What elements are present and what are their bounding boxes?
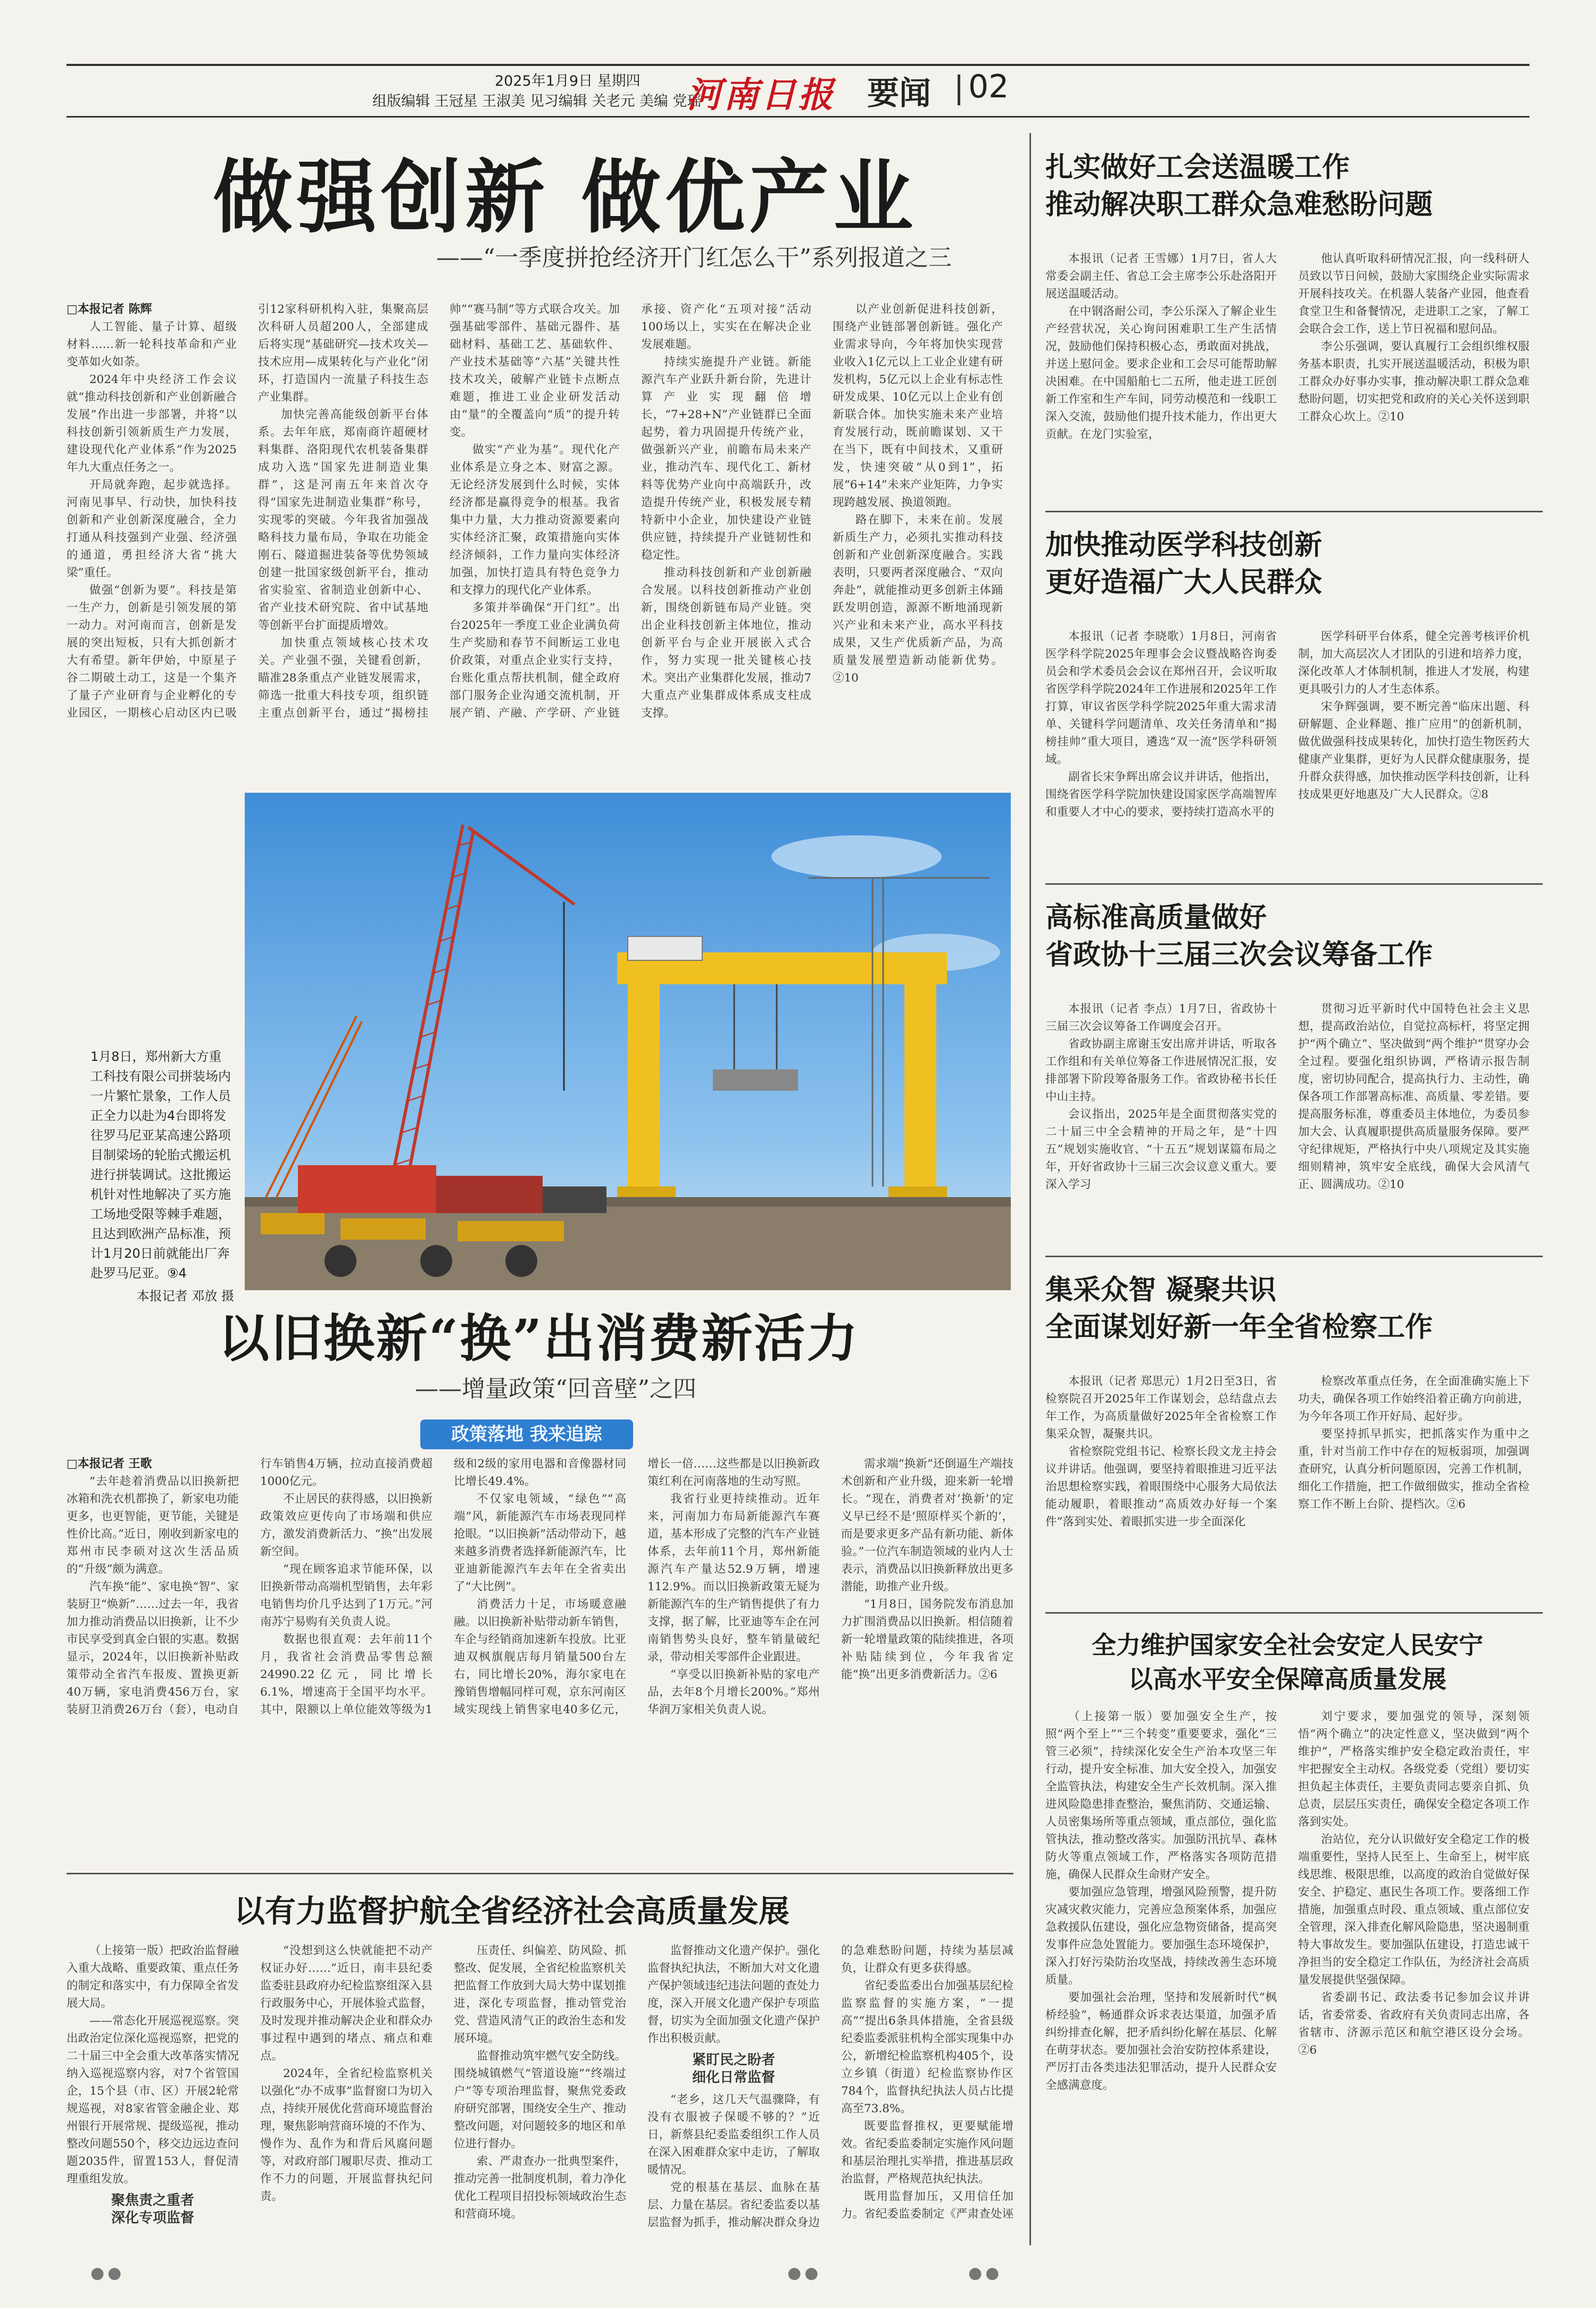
bottom-paragraph: “老乡，这几天气温骤降，有没有衣服被子保暖不够的？”近日，新蔡县纪委监委组织工作人员在深入困难群众家中走访，了解取暖情况。 xyxy=(647,2093,820,2177)
lead-title: 做强创新 做优产业 xyxy=(213,151,918,244)
right3-paragraph: 会议指出，2025年是全面贯彻落实党的二十届三中全会精神的开局之年，是“十四五”规划实施收官、“十五五”规划谋篇布局之年，开好省政协十三届三次会议意义重大。要深入学习 xyxy=(1045,1108,1277,1191)
right2-title: 加快推动医学科技创新 更好造福广大人民群众 xyxy=(1045,529,1323,599)
lead-paragraph: 以产业创新促进科技创新，围绕产业链部署创新链。强化产业需求导向，今年将加快实现营业收入1亿元以上工业企业建有研发机构，5亿元以上企业有标志性研发成果、10亿元以上企业有创新联合体。加快实施未来产业培育发展行动，既前瞻谋划、又干在当下，既有中间技术，又重研发，快速突破“从0到1”，拓展“6+14”未来产业矩阵，力争实现跨越发展、换道领跑。 xyxy=(833,303,1003,509)
footer-dots-mid: ●● xyxy=(787,2264,822,2282)
tradein-paragraph: 汽车换“能”、家电换“智”、家装厨卫“焕新”……过去一年，我省加力推动消费品以旧换新，让不少市民享受到真金白银的实惠。数据显示，2024年，以旧换新补贴政策带动全省汽车报废、置换更新40万辆，家电消费456万台，家装厨卫消费26万台（套），电动自行车销售4万辆，拉动直接消费超1000亿元。 xyxy=(66,1457,433,1716)
tradein-title: 以旧换新“换”出消费新活力 xyxy=(218,1308,860,1368)
lead-body xyxy=(66,301,1003,779)
right4-paragraph: 本报讯（记者 郑思元）1月2日至3日，省检察院召开2025年工作谋划会，总结盘点去年工作，为高质量做好2025年全省检察工作集采众智，凝聚共识。 xyxy=(1045,1375,1277,1441)
right3-title: 高标准高质量做好 省政协十三届三次会议筹备工作 xyxy=(1045,902,1433,971)
lead-paragraph: 加快重点领域核心技术攻关。产业强不强，关键看创新，瞄准28条重点产业链发展需求，筛选一批重大科技专项，组织链主重点创新平台，通过“揭榜挂帅”“赛马制”等方式联合攻关。加强基础零部件、基础元器件、基础材料、基础工艺、基础软件、产业技术基础等“六基”关键共性技术攻关，破解产业链卡点断点难题，推进工业企业研发活动由“量”的全覆盖向“质”的提升转变。 xyxy=(258,303,620,720)
right5-body xyxy=(1045,1708,1530,2240)
bottom-paragraph: ——常态化开展巡视巡察。突出政治定位深化巡视巡察，把党的二十届三中全会重大改革落实情况纳入巡视巡察内容，对7个省管国企，15个县（市、区）开展2轮常规巡视，对8家省管金融企业、郑州银行开展常规、提级巡视，推动整改问题550个，移交边远边查问题2035件，留置153人，督促清理重组发放。 xyxy=(66,2014,239,2186)
right5-title: 全力维护国家安全社会安定人民安宁 以高水平安全保障高质量发展 xyxy=(1092,1631,1483,1693)
bottom-paragraph: 索、严肃查办一批典型案件，推动完善一批制度机制，着力净化优化工程项目招投标领域政治生态和营商环境。 xyxy=(454,2155,626,2221)
lead-paragraph: 2024年中央经济工作会议就“推动科技创新和产业创新融合发展”作出进一步部署，并将“以科技创新引领新质生产力发展，建设现代化产业体系”作为2025年九大重点任务之一。 xyxy=(66,373,237,474)
lead-paragraph: 做强“创新为要”。科技是第一生产力，创新是引领发展的第一动力。对河南而言，创新是发展的突出短板，只有大抓创新才大有希望。新年伊始，中原星子谷二期破土动工，这是一个集齐了量子产业研育与企业孵化的专业园区，一期核心启动区内已吸引12家科研机构入驻，集聚高层次科研人员超200人，全部建成后将实现“基础研究—技术攻关—技术应用—成果转化与产业化”闭环，打造国内一流量子科技生态产业集群。 xyxy=(66,303,428,720)
right1-title: 扎实做好工会送温暖工作 推动解决职工群众急难愁盼问题 xyxy=(1045,152,1433,221)
right4-title: 集采众智 凝聚共识 全面谋划好新一年全省检察工作 xyxy=(1045,1274,1433,1343)
right3-paragraph: 省政协副主席谢玉安出席并讲话，听取各工作组和有关单位筹备工作进展情况汇报，安排部署下阶段筹备服务工作。省政协秘书长任中山主持。 xyxy=(1045,1037,1277,1103)
right3-paragraph: 本报讯（记者 李点）1月7日，省政协十三届三次会议筹备工作调度会召开。 xyxy=(1045,1002,1277,1033)
right-column-rule xyxy=(1029,133,1031,2245)
right5-paragraph: 省委副书记、政法委书记参加会议并讲话，省委常委、省政府有关负责同志出席，各省辖市、济源示范区和航空港区设分会场。②6 xyxy=(1298,1991,1530,2057)
tradein-paragraph: 需求端“换新”还倒逼生产端技术创新和产业升级，迎来新一轮增长。“现在，消费者对‘换新’的定义早已经不是‘照原样买个新的’，而是要求更多产品有新功能、新体验。”一位汽车制造领域的业内人士表示，消费品以旧换新释放出更多潜能，助推产业升级。 xyxy=(841,1457,1013,1593)
tradein-paragraph: 不仅家电领域，“绿色”“高端”风，新能源汽车市场表现同样抢眼。“以旧换新”活动带动下，越来越多消费者选择新能源汽车，比亚迪新能源汽车去年在全省卖出了“大比例”。 xyxy=(454,1492,626,1593)
news-photo-crane xyxy=(245,793,1011,1290)
lead-paragraph: 人工智能、量子计算、超级材料……新一轮科技革命和产业变革如火如荼。 xyxy=(66,320,237,369)
section-divider xyxy=(958,74,960,105)
right2-paragraph: 本报讯（记者 李晓歌）1月8日，河南省医学科学院2025年理事会会议暨战略咨询委员会和学术委员会会议在郑州召开，会议听取省医学科学院2024年工作进展和2025年工作打算，审议省医学科学院2025年重大需求清单、关键科学问题清单、攻关任务清单和“揭榜挂帅”重大项目，遴选“双一流”医学科研领域。 xyxy=(1045,630,1277,766)
right-divider-2 xyxy=(1045,883,1543,885)
tradein-paragraph: “1月8日，国务院发布消息加力扩围消费品以旧换新。相信随着新一轮增量政策的陆续推进，各项补贴陆续到位，今年我省定能“换”出更多消费新活力。②6 xyxy=(841,1598,1013,1681)
right-divider-3 xyxy=(1045,1256,1543,1257)
right4-paragraph: 检察改革重点任务，在全面准确实施上下功夫，确保各项工作始终沿着正确方向前进，为今年各项工作开好局、起好步。 xyxy=(1298,1375,1530,1423)
right3-body xyxy=(1045,1000,1530,1250)
bottom-subhead-1: 聚焦责之重者 深化专项监督 xyxy=(111,2193,194,2226)
footer-dots-left: ●● xyxy=(90,2264,125,2282)
lead-paragraph: 持续实施提升产业链。新能源汽车产业跃升新台阶，先进计算产业实现翻倍增长，“7+28+N”产业链群已全面起势，着力巩固提升传统产业，做强新兴产业，前瞻布局未来产业，推动汽车、现代化工、新材料等优势产业向中高端跃升，改造提升传统产业，积极发展专精特新中小企业，加快建设产业链供应链，持续提升产业链韧性和稳定性。 xyxy=(641,355,811,562)
right3-paragraph: 贯彻习近平新时代中国特色社会主义思想，提高政治站位，自觉拉高标杆，将坚定拥护“两个确立”、坚决做到“两个维护”贯穿办会全过程。要强化组织协调，严格请示报告制度，密切协同配合，提高执行力、主动性，确保各项工作部署高标准、高质量、零差错。要提高服务标准，尊重委员主体地位，为委员参加大会、认真履职提供高质量服务保障。要严守纪律规矩，严格执行中央八项规定及其实施细则精神，筑牢安全底线，确保大会风清气正、圆满成功。②10 xyxy=(1298,1002,1530,1191)
bottom-paragraph: 2024年，全省纪检监察机关以强化“办不成事”监督窗口为切入点，持续开展优化营商环境监督治理，聚焦影响营商环境的不作为、慢作为、乱作为和背后风腐问题等，对政府部门履职尽责、推动工作不力的问题，开展监督执纪问责。 xyxy=(260,2067,433,2203)
right1-paragraph: 他认真听取科研情况汇报，向一线科研人员致以节日问候，鼓励大家围绕企业实际需求开展科技攻关。在机器人装备产业园，他查看食堂卫生和备餐情况，走进职工之家，了解工会联合会工作，送上节日祝福和慰问品。 xyxy=(1298,252,1530,336)
right5-paragraph: 要加强应急管理，增强风险预警，提升防灾减灾救灾能力，完善应急预案体系，加强应急救援队伍建设，强化应急物资储备，提高突发事件应急处置能力。要加强生态环境保护，深入打好污染防治攻坚战，持续改善生态环境质量。 xyxy=(1045,1886,1277,1987)
photo-credit: 本报记者 邓放 摄 xyxy=(136,1289,234,1304)
section-name: 要闻 xyxy=(867,75,931,112)
photo-caption xyxy=(90,1047,234,1304)
bottom-paragraph: 既用监督加压，又用信任加力。省纪委监委制定《严肃查处诬 xyxy=(841,2190,1013,2221)
tradein-paragraph: “去年趁着消费品以旧换新把冰箱和洗衣机都换了，新家电功能更多，也更智能，更节能，关键是性价比高。”近日，刚收到新家电的郑州市民李硕对这次生活品质的“升级”颇为满意。 xyxy=(66,1475,239,1576)
right1-paragraph: 在中钢洛耐公司，李公乐深入了解企业生产经营状况，关心询问困难职工生产生活情况，鼓励他们保持积极心态，勇敢面对挑战，并送上慰问金。要求企业和工会尽可能帮助解决困难。在中国船舶七二五所，他走进工匠创新工作室和生产车间，同劳动模范和一线职工深入交流，鼓励他们提升技术能力，作出更大贡献。在龙门实验室， xyxy=(1045,305,1277,441)
right1-body xyxy=(1045,250,1530,505)
tradein-paragraph: 数据也很直观：去年前11个月，我省社会消费品零售总额24990.22亿元，同比增长6.1%，增速高于全国平均水平。其中，限额以上单位能效等级为1级和2级的家用电器和音像器材同比增长49.4%。 xyxy=(260,1457,626,1716)
tradein-paragraph: “享受以旧换新补贴的家电产品，去年8个月增长200%。”郑州华润万家相关负责人说。 xyxy=(647,1668,820,1716)
lead-subtitle: ——“一季度拼抢经济开门红怎么干”系列报道之三 xyxy=(436,244,952,271)
bottom-body xyxy=(66,1942,1013,2240)
bottom-paragraph: 监督推动文化遗产保护。强化监督执纪执法，不断加大对文化遗产保护领域违纪违法问题的查处力度，深入开展文化遗产保护专项监督，切实为全面加强文化遗产保护作出积极贡献。 xyxy=(647,1944,820,2045)
bottom-paragraph: 监督推动筑牢燃气安全防线。围绕城镇燃气“管道设施”“终端过户”等专项治理监督，聚焦党委政府研究部署，围绕安全生产、推动整改问题，对问题较多的地区和单位进行督办。 xyxy=(454,2049,626,2151)
bottom-paragraph: 省纪委监委出台加强基层纪检监察监督的实施方案，“一提高”“提出6条具体措施，全省县级纪委监委派驻机构全部实现集中办公，新增纪检监察机构405个，设立乡镇（街道）纪检监察协作区784个，监督执纪执法人员占比提高至73.8%。 xyxy=(841,1979,1013,2115)
photo-caption-text: 1月8日，郑州新大方重工科技有限公司拼装场内一片繁忙景象，工作人员正全力以赴为4台即将发往罗马尼亚某高速公路项目制梁场的轮胎式搬运机进行拼装调试。这批搬运机针对性地解决了买方施工场地受限等棘手难题，且达到欧洲产品标准，预计1月20日前就能出厂奔赴罗马尼亚。⑨4 xyxy=(90,1049,231,1281)
right2-paragraph: 宋争辉强调，要不断完善“临床出题、科研解题、企业释题、推广应用”的创新机制，做优做强科技成果转化，加快打造生物医药大健康产业集群，更好为人民群众健康服务，提升群众获得感，加快推动医学科技创新，让科技成果更好地惠及广大人民群众。②8 xyxy=(1298,700,1530,801)
tradein-subtitle: ——增量政策“回音壁”之四 xyxy=(415,1375,696,1402)
lead-paragraph: 做实“产业为基”。现代化产业体系是立身之本、财富之源。无论经济发展到什么时候，实体经济都是赢得竞争的根基。我省集中力量，大力推动资源要素向实体经济汇聚，政策措施向实体经济倾斜，工作力量向实体经济加强，加快打造具有特色竞争力和支撑力的现代化产业体系。 xyxy=(450,443,620,597)
right2-paragraph: 医学科研平台体系，健全完善考核评价机制，加大高层次人才团队的引进和培养力度，深化改革人才体制机制，推进人才发展，构建更具吸引力的人才生态体系。 xyxy=(1298,630,1530,696)
tradein-paragraph: 我省行业更持续推动。近年来，河南加力布局新能源汽车赛道，基本形成了完整的汽车产业链体系，去年前11个月，郑州新能源汽车产量达52.9万辆，增速112.9%。而以旧换新政策无疑为新能源汽车的生产销售提供了有力支撑，据了解，比亚迪等车企在河南销售势头良好，整车销量破纪录，带动相关零部件企业跟进。 xyxy=(647,1492,820,1664)
right4-body xyxy=(1045,1373,1530,1607)
right5-paragraph: 刘宁要求，要加强党的领导，深刻领悟“两个确立”的决定性意义，坚决做到“两个维护”，严格落实维护安全稳定政治责任，牢牢把握安全主动权。各级党委（党组）要切实担负起主体责任，主要负责同志要亲自抓、负总责，层层压实责任，确保安全稳定各项工作落到实处。 xyxy=(1298,1710,1530,1829)
right5-paragraph: （上接第一版）要加强安全生产，按照“两个至上”“三个转变”重要要求，强化“三管三必须”，持续深化安全生产治本攻坚三年行动，提升安全标准、加大安全投入，加强安全监管执法，构建安全生产长效机制。深入推进风险隐患排查整治，聚焦消防、交通运输、人员密集场所等重点领域，重点部位，强化监管执法，推动整改落实。加强防汛抗旱、森林防火等重点领域工作，严格落实各项防范措施，确保人民群众生命财产安全。 xyxy=(1045,1710,1277,1881)
lead-paragraph: 开局就奔跑，起步就选择。河南见事早、行动快，加快科技创新和产业创新深度融合，全力打通从科技强到产业强、经济强的通道，勇担经济大省“挑大梁”重任。 xyxy=(66,478,237,579)
page-number: 02 xyxy=(968,68,1009,105)
bottom-paragraph: 压责任、纠偏差、防风险、抓整改、促发展，全省纪检监察机关把监督工作放到大局大势中谋划推进，深化专项监督，推动管党治党、营造风清气正的政治生态和发展环境。 xyxy=(454,1944,626,2045)
header-editors: 组版编辑 王冠星 王淑美 见习编辑 关老元 美编 党瑶 xyxy=(372,93,702,110)
tradein-banner xyxy=(420,1419,633,1449)
bottom-paragraph: “没想到这么快就能把不动产权证办好……”近日，南丰县纪委监委驻县政府办纪检监察组深入县行政服务中心，开展体验式监督，及时发现并推动解决企业和群众办事过程中遇到的堵点、痛点和难点。 xyxy=(260,1944,433,2063)
tradein-banner-label: 政策落地 我来追踪 xyxy=(451,1424,602,1445)
tradein-byline: □本报记者 王歌 xyxy=(66,1457,152,1471)
header-bottom-rule xyxy=(66,116,1530,118)
right2-paragraph: 副省长宋争辉出席会议并讲话，他指出，围绕省医学科学院加快建设国家医学高端智库和重要人才中心的要求，要持续打造高水平的 xyxy=(1045,770,1277,819)
bottom-subhead-2: 紧盯民之盼者 细化日常监督 xyxy=(692,2052,775,2086)
bottom-paragraph: （上接第一版）把政治监督融入重大战略、重要政策、重点任务的制定和落实中，有力保障全省发展大局。 xyxy=(66,1944,239,2010)
lead-byline: □本报记者 陈辉 xyxy=(66,303,152,316)
crane-illustration xyxy=(245,793,1011,1290)
lead-paragraph: 多策并举确保“开门红”。出台2025年一季度工业企业满负荷生产奖励和春节不间断运工业电价政策，对重点企业实行支持，台账化重点帮扶机制，健全政府部门服务企业沟通交流机制，开展产销、产融、产学研、产业链承接、资产化“五项对接”活动100场以上，实实在在解决企业发展难题。 xyxy=(450,303,811,720)
footer-dots-right: ●● xyxy=(968,2264,1003,2282)
right5-paragraph: 要加强社会治理，坚持和发展新时代“枫桥经验”，畅通群众诉求表达渠道，加强矛盾纠纷排查化解，把矛盾纠纷化解在基层、化解在萌芽状态。要加强社会治安防控体系建设，严厉打击各类违法犯罪活动，提升人民群众安全感满意度。 xyxy=(1045,1991,1277,2092)
lead-paragraph: 加快完善高能级创新平台体系。去年年底，郑南商许超硬材料集群、洛阳现代农机装备集群成功入选“国家先进制造业集群”，这是河南五年来首次夺得“国家先进制造业集群”称号，实现零的突破。今年我省加强战略科技力量布局，争取在功能金刚石、隧道掘进装备等优势领域创建一批国家级创新平台，推动省实验室、省制造业创新中心、省产业技术研究院、省中试基地等创新平台扩面提质增效。 xyxy=(258,408,428,632)
right2-body xyxy=(1045,628,1530,878)
right1-paragraph: 李公乐强调，要认真履行工会组织维权服务基本职责，扎实开展送温暖活动，积极为职工群众办好事办实事，推动解决职工群众急难愁盼问题，切实把党和政府的关心关怀送到职工群众心坎上。②10 xyxy=(1298,340,1530,424)
bottom-paragraph: 党的根基在基层、血脉在基层、力量在基层。省纪委监委以基层监督为抓手，推动解决群众身边的急难愁盼问题，持续为基层减负，让群众有更多获得感。 xyxy=(647,1944,1013,2229)
header-date: 2025年1月9日 星期四 xyxy=(495,73,641,89)
right-divider-1 xyxy=(1045,511,1543,512)
tradein-paragraph: 消费活力十足，市场暖意融融。以旧换新补贴带动新车销售，车企与经销商加速新车投放。比亚迪双枫旗舰店每月销量500台左右，同比增长20%，海尔家电在豫销售增幅同样可观，京东河南区域实现线上销售家电40多亿元，增长一倍……这些都是以旧换新政策红利在河南落地的生动写照。 xyxy=(454,1457,820,1716)
tradein-paragraph: 不止居民的获得感，以旧换新政策效应更传向了市场端和供应方，激发消费新活力、“换”出发展新空间。 xyxy=(260,1492,433,1558)
right4-paragraph: 要坚持抓早抓实，把抓落实作为重中之重，针对当前工作中存在的短板弱项，加强调查研究，认真分析问题原因，完善工作机制，细化工作措施，把工作做细做实，推动全省检察工作不断上台阶、提档次。②6 xyxy=(1298,1427,1530,1511)
lead-paragraph: 推动科技创新和产业创新融合发展。以科技创新推动产业创新，围绕创新链布局产业链。突出企业科技创新主体地位，推动创新平台与企业开展嵌入式合作，努力实现一批关键核心技术。突出产业集群化发展，推动7大重点产业集群成体系成支柱成支撑。 xyxy=(641,566,811,720)
right1-paragraph: 本报讯（记者 王雪娜）1月7日，省人大常委会副主任、省总工会主席李公乐赴洛阳开展送温暖活动。 xyxy=(1045,252,1277,301)
header-top-rule xyxy=(66,64,1530,66)
right4-paragraph: 省检察院党组书记、检察长段文龙主持会议并讲话。他强调，要坚持着眼推进习近平法治思想检察实践，着眼围绕中心服务大局依法能动履职，着眼推动“高质效办好每一个案件”落到实处、着眼抓实进一步全面深化 xyxy=(1045,1445,1277,1529)
newspaper-logo: 河南日报 xyxy=(686,74,835,115)
lead-paragraph: 路在脚下，未来在前。发展新质生产力，必须扎实推动科技创新和产业创新深度融合。实践表明，只要两者深度融合、“双向奔赴”，就能推动更多创新主体踊跃发明创造，源源不断地涌现新兴产业和未来产业，高水平科技成果，又生产优质新产品，为高质量发展塑造新动能新优势。②10 xyxy=(833,513,1003,685)
tradein-paragraph: “现在顾客追求节能环保，以旧换新带动高端机型销售，去年彩电销售均价几乎达到了1万元。”河南苏宁易购有关负责人说。 xyxy=(260,1563,433,1629)
right-divider-4 xyxy=(1045,1612,1543,1614)
bottom-paragraph: 既要监督推权，更要赋能增效。省纪委监委制定实施作风问题和基层治理扎实举措，推进基层政治监督，严格规范执纪执法。 xyxy=(841,2120,1013,2186)
bottom-title: 以有力监督护航全省经济社会高质量发展 xyxy=(234,1893,790,1929)
tradein-body xyxy=(66,1455,1013,1859)
bottom-divider xyxy=(66,1873,1013,1874)
right5-paragraph: 治站位，充分认识做好安全稳定工作的极端重要性，坚持人民至上、生命至上，树牢底线思维、极限思维，以高度的政治自觉做好保安全、护稳定、惠民生各项工作。要落细工作措施，加强重点时段、重点领域、重点部位安全管理，深入排查化解风险隐患，坚决遏制重特大事故发生。要加强队伍建设，打造忠诚干净担当的安全稳定工作队伍，为经济社会高质量发展提供坚强保障。 xyxy=(1298,1833,1530,1987)
